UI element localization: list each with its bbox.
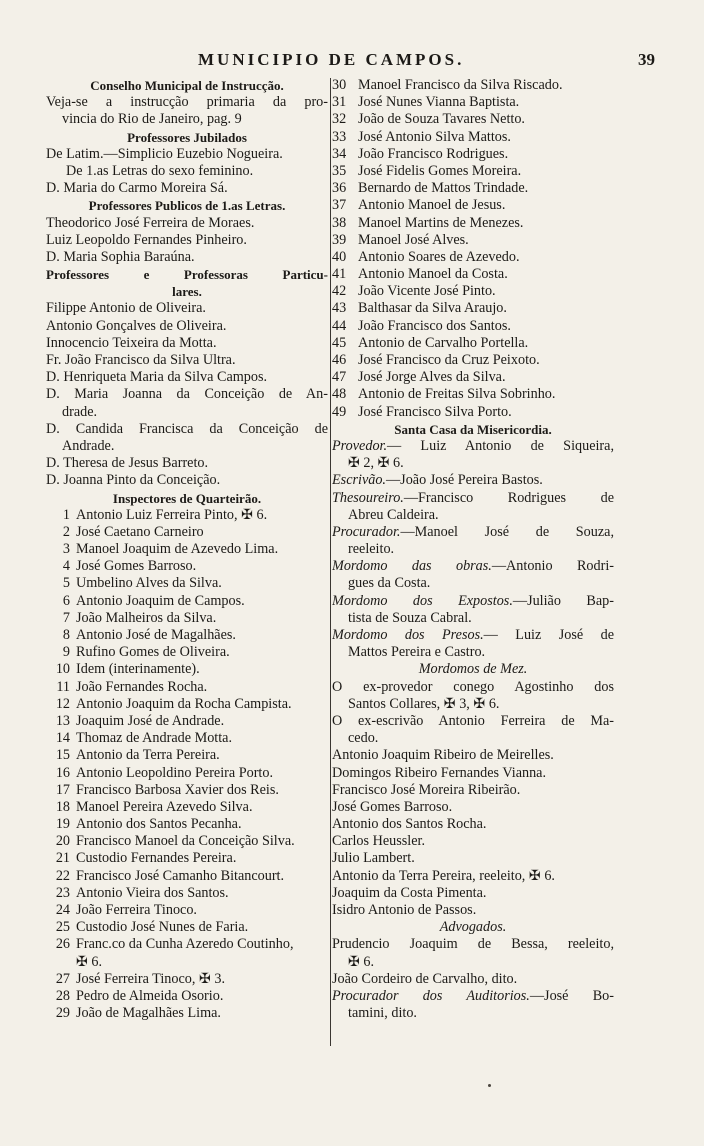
list-item (46, 679, 328, 696)
list-item (332, 300, 614, 317)
text-line: Joaquim da Costa Pimenta. (332, 884, 487, 901)
item-number: 21 (55, 850, 70, 867)
text-line: Filippe Antonio de Oliveira. (46, 300, 206, 317)
item-text: José Ferreira Tinoco, ✠ 3. (76, 970, 226, 987)
item-text: João de Souza Tavares Netto. (358, 111, 525, 128)
list-item (332, 146, 614, 163)
role-label: Procurador. (332, 523, 401, 540)
item-text: Balthasar da Silva Araujo. (358, 300, 507, 317)
list-item (46, 868, 328, 885)
item-number: 32 (332, 111, 347, 128)
item-number: 18 (55, 798, 70, 815)
item-text: José Francisco da Cruz Peixoto. (358, 352, 540, 368)
list-item (46, 644, 328, 661)
text-line: De Latim.—Simplicio Euzebio Nogueira. (46, 145, 283, 162)
text-line (332, 593, 614, 610)
item-number: 11 (56, 678, 70, 695)
text-line: D. Henriqueta Maria da Silva Campos. (46, 369, 268, 386)
list-item (332, 352, 614, 369)
item-text: Antonio Vieira dos Santos. (76, 884, 229, 901)
text-line: Veja-se a instrucção primaria da pro- (46, 94, 328, 111)
item-text: Thomaz de Andrade Motta. (76, 730, 233, 747)
role-holder: —Manoel José de Souza, (400, 523, 614, 540)
item-number: 42 (332, 283, 347, 300)
item-text: Antonio Manoel de Jesus. (358, 197, 506, 214)
page-number: 39 (638, 50, 655, 69)
list-item (332, 197, 614, 214)
item-text: José Caetano Carneiro (76, 523, 204, 540)
list-item (46, 575, 328, 592)
item-text: Idem (interinamente). (76, 661, 200, 678)
item-text: Antonio José de Magalhães. (76, 627, 236, 643)
item-text: José Jorge Alves da Silva. (358, 369, 506, 386)
text-line: Theodorico José Ferreira de Moraes. (46, 214, 255, 231)
item-text: Antonio de Carvalho Portella. (358, 334, 529, 351)
role-holder: —José Bo- (529, 987, 614, 1004)
list-item (46, 765, 328, 782)
role-holder: — Luiz Antonio de Siqueira, (387, 437, 614, 454)
text-line: drade. (62, 403, 98, 420)
column-divider (330, 78, 331, 1046)
list-item (332, 94, 614, 111)
item-text: José Francisco Silva Porto. (358, 403, 512, 420)
text-line: Antonio dos Santos Rocha. (332, 816, 487, 833)
text-line: José Gomes Barroso. (332, 798, 453, 815)
section-heading-particulares: Professores e Professoras Particu- (46, 267, 328, 283)
item-text: Antonio Manoel da Costa. (358, 266, 508, 283)
list-item (46, 730, 328, 747)
item-text: Bernardo de Mattos Trindade. (358, 180, 529, 197)
list-item (332, 232, 614, 249)
text-line (332, 490, 614, 507)
item-number: 12 (55, 695, 70, 712)
list-item (332, 215, 614, 232)
list-item (332, 249, 614, 266)
item-text: Franc.co da Cunha Azeredo Coutinho, (76, 936, 294, 953)
item-text: Custodio Fernandes Pereira. (76, 850, 237, 867)
list-item (46, 713, 328, 730)
item-number: 14 (55, 730, 70, 747)
item-text: João Ferreira Tinoco. (76, 902, 197, 918)
text-line: O ex-escrivão Antonio Ferreira de Ma- (332, 712, 614, 729)
item-number: 24 (55, 902, 70, 918)
item-text: Antonio dos Santos Pecanha. (76, 816, 242, 833)
mordomos-mez-list (332, 679, 614, 920)
item-text: Manoel Joaquim de Azevedo Lima. (76, 541, 279, 558)
item-number: 8 (62, 627, 70, 643)
list-item (46, 902, 328, 919)
list-item (332, 318, 614, 335)
text-line: Isidro Antonio de Passos. (332, 902, 477, 918)
section-heading-particulares-cont: lares. (172, 284, 202, 300)
text-line (332, 558, 614, 575)
item-text: José Fidelis Gomes Moreira. (358, 162, 522, 179)
item-text: João de Magalhães Lima. (76, 1005, 221, 1022)
list-item (46, 799, 328, 816)
item-number: 23 (55, 884, 70, 901)
item-number: 17 (55, 781, 70, 798)
role-holder: —Francisco Rodrigues de (403, 489, 614, 506)
role-label: Provedor. (332, 437, 388, 454)
role-holder: —Antonio Rodri- (491, 558, 614, 575)
role-label: Mordomo dos Presos. (332, 627, 484, 643)
role-holder: — Luiz José de (483, 627, 614, 643)
item-text: Joaquim José de Andrade. (76, 712, 225, 729)
item-text: José Nunes Vianna Baptista. (358, 94, 520, 111)
list-item (46, 593, 328, 610)
list-item (46, 850, 328, 867)
item-number: 3 (62, 541, 70, 558)
text-line: ✠ 2, ✠ 6. (348, 455, 404, 472)
text-line: gues da Costa. (348, 575, 431, 592)
text-line: Antonio Gonçalves de Oliveira. (46, 317, 227, 334)
list-item (46, 696, 328, 713)
section-heading-inspectores: Inspectores de Quarteirão. (112, 490, 262, 506)
page-header (0, 50, 704, 74)
list-item (46, 747, 328, 764)
list-item (46, 1005, 328, 1022)
text-line: Fr. João Francisco da Silva Ultra. (46, 352, 236, 368)
item-number: 35 (332, 162, 347, 179)
item-number: 7 (62, 609, 70, 626)
text-line: Carlos Heussler. (332, 833, 425, 850)
item-text: Antonio Leopoldino Pereira Porto. (76, 764, 274, 781)
item-number: 34 (332, 145, 347, 162)
text-line (332, 627, 614, 644)
item-text: Antonio Luiz Ferreira Pinto, ✠ 6. (76, 506, 268, 523)
text-line: D. Maria do Carmo Moreira Sá. (46, 180, 228, 197)
text-line: D. Maria Joanna da Conceição de An- (46, 386, 328, 403)
item-number: 20 (55, 833, 70, 850)
item-number: 2 (62, 523, 70, 540)
list-item (332, 180, 614, 197)
item-number: 22 (55, 867, 70, 884)
text-line: Luiz Leopoldo Fernandes Pinheiro. (46, 231, 247, 248)
text-line: Santos Collares, ✠ 3, ✠ 6. (348, 695, 500, 712)
text-line: D. Theresa de Jesus Barreto. (46, 455, 209, 472)
item-number: 4 (62, 558, 70, 575)
item-number: 30 (332, 77, 347, 93)
item-number: 49 (332, 403, 347, 420)
text-line: Domingos Ribeiro Fernandes Vianna. (332, 764, 547, 781)
item-number: 13 (55, 712, 70, 729)
ink-speck (488, 1084, 491, 1087)
role-label: Mordomo dos Expostos. (332, 592, 513, 609)
text-line: Innocencio Teixeira da Motta. (46, 334, 217, 351)
text-line: Francisco José Moreira Ribeirão. (332, 781, 521, 798)
item-number: 9 (62, 644, 70, 661)
item-number: 36 (332, 180, 347, 197)
text-line: cedo. (348, 730, 379, 747)
text-line: D. Joanna Pinto da Conceição. (46, 472, 221, 489)
list-item (46, 524, 328, 541)
text-line: Antonio Joaquim Ribeiro de Meirelles. (332, 747, 554, 764)
item-text: Manoel Martins de Menezes. (358, 214, 524, 231)
item-number: 37 (332, 197, 347, 214)
item-number: 43 (332, 300, 347, 317)
item-number: 39 (332, 231, 347, 248)
item-number: 25 (55, 919, 70, 936)
list-item (46, 936, 328, 953)
text-line: Andrade. (62, 437, 115, 454)
list-item (332, 404, 614, 421)
list-item (332, 111, 614, 128)
item-number: 45 (332, 334, 347, 351)
item-number: 38 (332, 214, 347, 231)
role-label: Escrivão. (332, 472, 386, 489)
item-number: 40 (332, 248, 347, 265)
item-number: 44 (332, 317, 347, 334)
item-number: 16 (55, 764, 70, 781)
section-heading-conselho: Conselho Municipal de Instrucção. (90, 78, 284, 93)
list-item (46, 610, 328, 627)
list-item (332, 283, 614, 300)
list-item (332, 77, 614, 94)
text-line: ✠ 6. (348, 953, 375, 970)
item-number: 10 (55, 661, 70, 678)
inspectores-list (46, 507, 328, 1023)
item-text: João Vicente José Pinto. (358, 283, 496, 300)
text-line: tista de Souza Cabral. (348, 609, 472, 626)
list-item (332, 163, 614, 180)
list-item (46, 885, 328, 902)
running-title: MUNICIPIO DE CAMPOS. (198, 50, 465, 69)
role-label: Thesoureiro. (332, 489, 404, 506)
item-text: Umbelino Alves da Silva. (76, 575, 222, 592)
item-number: 29 (55, 1005, 70, 1022)
item-number: 15 (55, 747, 70, 764)
item-number: 48 (332, 386, 347, 403)
particulares-list (46, 300, 328, 489)
list-item (46, 558, 328, 575)
item-number: 6 (62, 592, 70, 609)
text-line: O ex-provedor conego Agostinho dos (332, 678, 614, 695)
item-text: João Francisco dos Santos. (358, 317, 511, 334)
list-item (46, 627, 328, 644)
item-text: Pedro de Almeida Osorio. (76, 987, 224, 1004)
text-line (332, 438, 614, 455)
item-text: José Gomes Barroso. (76, 558, 197, 575)
item-number: 27 (55, 970, 70, 987)
item-number: 26 (55, 936, 70, 953)
item-text: Antonio Joaquim da Rocha Campista. (76, 695, 292, 712)
text-line: D. Candida Francisca da Conceição de (46, 420, 328, 437)
list-item (46, 541, 328, 558)
item-text: José Antonio Silva Mattos. (358, 128, 511, 145)
text-line: De 1.as Letras do sexo feminino. (66, 162, 254, 179)
list-item (332, 386, 614, 403)
text-line (332, 988, 614, 1005)
list-item (46, 816, 328, 833)
text-line: vincia do Rio de Janeiro, pag. 9 (62, 111, 242, 128)
list-item (46, 954, 328, 971)
list-item (332, 266, 614, 283)
item-text: Antonio Joaquim de Campos. (76, 592, 245, 609)
section-heading-santa-casa: Santa Casa da Misericordia. (394, 421, 552, 437)
item-text: João Malheiros da Silva. (76, 609, 217, 626)
item-text: Custodio José Nunes de Faria. (76, 919, 249, 936)
item-text: Francisco José Camanho Bitancourt. (76, 867, 285, 884)
item-text: Francisco Barbosa Xavier dos Reis. (76, 781, 279, 798)
right-column (332, 77, 614, 1022)
section-heading-mordomos-mez: Mordomos de Mez. (418, 661, 528, 678)
list-item (46, 988, 328, 1005)
item-text: Manoel Francisco da Silva Riscado. (358, 77, 563, 93)
text-line: Mattos Pereira e Castro. (348, 644, 486, 661)
role-holder: —João José Pereira Bastos. (385, 472, 543, 489)
item-number: 1 (62, 506, 70, 523)
item-text: Antonio Soares de Azevedo. (358, 248, 520, 265)
item-text: Rufino Gomes de Oliveira. (76, 644, 230, 661)
text-line: João Cordeiro de Carvalho, dito. (332, 970, 518, 987)
text-line: Antonio da Terra Pereira, reeleito, ✠ 6. (332, 867, 555, 884)
item-text: ✠ 6. (76, 953, 103, 970)
list-item (46, 971, 328, 988)
item-number: 28 (55, 987, 70, 1004)
list-item (332, 335, 614, 352)
left-column (46, 77, 328, 1022)
text-line: D. Maria Sophia Baraúna. (46, 248, 195, 265)
list-item (46, 507, 328, 524)
list-item (46, 661, 328, 678)
item-number: 47 (332, 369, 347, 386)
item-text: Manoel Pereira Azevedo Silva. (76, 798, 253, 815)
text-line: Julio Lambert. (332, 850, 415, 867)
text-line (332, 472, 614, 489)
role-label: Mordomo das obras. (332, 558, 492, 575)
list-item (46, 833, 328, 850)
item-number: 19 (55, 816, 70, 833)
inspectores-list-continued (332, 77, 614, 421)
item-number: 5 (62, 575, 70, 592)
item-text: João Francisco Rodrigues. (358, 145, 509, 162)
section-heading-advogados: Advogados. (439, 919, 507, 936)
role-label: Procurador dos Auditorios. (332, 987, 530, 1004)
item-text: Manoel José Alves. (358, 231, 469, 248)
text-line: tamini, dito. (348, 1005, 417, 1022)
section-heading-publicos: Professores Publicos de 1.as Letras. (88, 198, 286, 214)
text-line: Prudencio Joaquim de Bessa, reeleito, (332, 936, 614, 953)
text-line (332, 524, 614, 541)
section-heading-jubilados: Professores Jubilados (127, 129, 247, 145)
list-item (46, 782, 328, 799)
role-holder: —Julião Bap- (512, 592, 614, 609)
item-text: João Fernandes Rocha. (76, 678, 208, 695)
item-text: Antonio de Freitas Silva Sobrinho. (358, 386, 556, 403)
item-number: 46 (332, 352, 347, 368)
item-number: 33 (332, 128, 347, 145)
list-item (332, 129, 614, 146)
text-line: reeleito. (348, 541, 395, 558)
item-text: Antonio da Terra Pereira. (76, 747, 220, 764)
list-item (332, 369, 614, 386)
list-item (46, 919, 328, 936)
text-line: Abreu Caldeira. (348, 506, 439, 523)
item-text: Francisco Manoel da Conceição Silva. (76, 833, 295, 850)
item-number: 41 (332, 266, 347, 283)
item-number: 31 (332, 94, 347, 111)
